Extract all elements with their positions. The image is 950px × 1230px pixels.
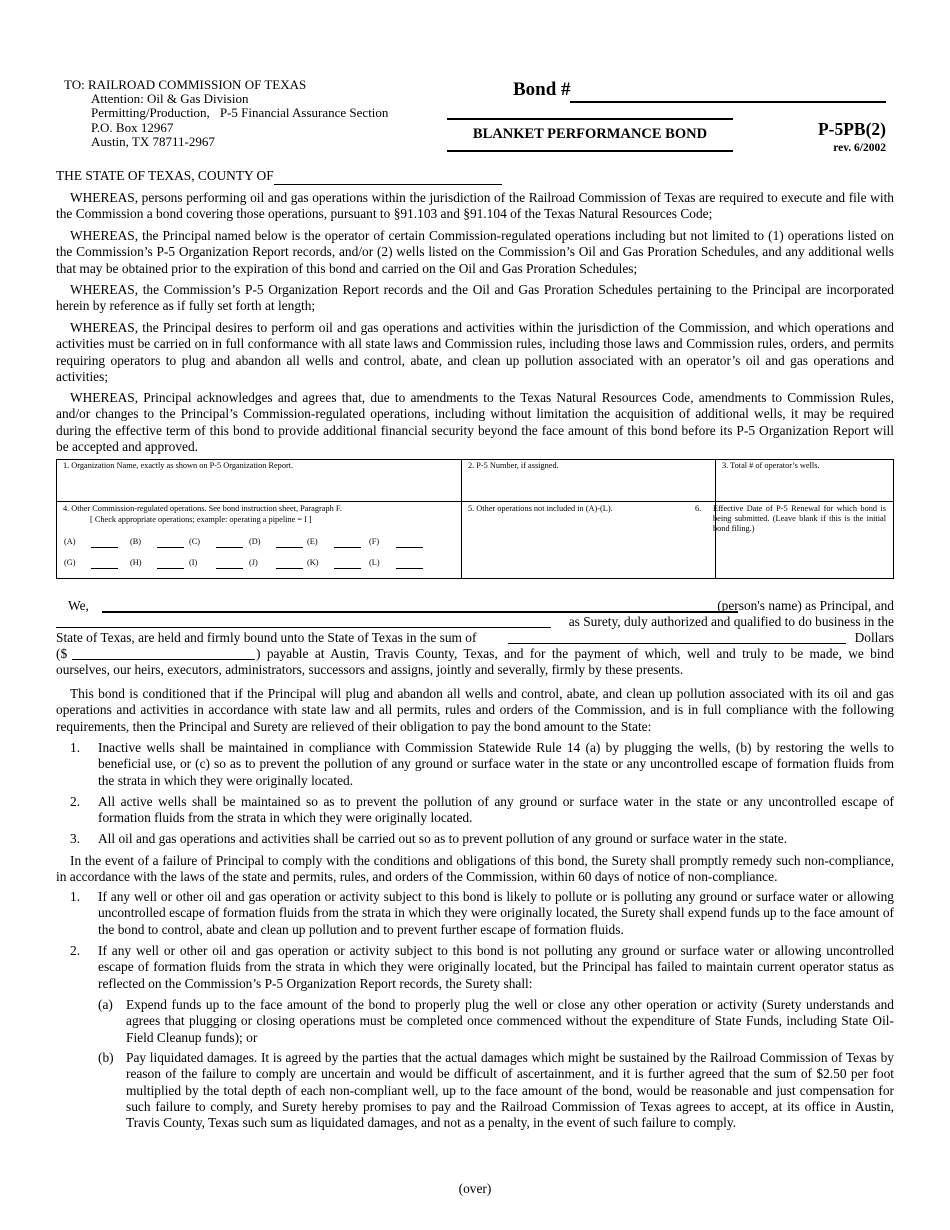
- option-label: (B): [130, 537, 142, 546]
- option-checkbox-field[interactable]: [216, 547, 243, 548]
- sub-remedy-b: (b) Pay liquidated damages. It is agreed by the parties that the actual damages which might be sustained by the Railroad Commission of Texas by reason of the failure to comply are uncertain and would be difficult of ascertainment, and it is further agreed that the sum of $2.50 per foot multiplied by the total depth of each non-compliant well, up to the face amount of the bond, would be reasonable and just compensation for such failure to comply, and Surety hereby promises to pay and the Railroad Commission of Texas agrees to accept, at its office in Austin, Travis County, Texas such sum as liquidated damages, and not as a penalty, in the event of such failure to comply.: [98, 1050, 894, 1131]
- po-box: P.O. Box 12967: [91, 119, 174, 135]
- option-label: (K): [307, 558, 319, 567]
- county-line: THE STATE OF TEXAS, COUNTY OF: [56, 168, 502, 185]
- whereas-4: WHEREAS, the Principal desires to perform oil and gas operations and activities within the jurisdiction of the Commission, and which operations and activities must be carried on in full conformance with all state laws and Commission rules, including those laws and Commission rules, orders, and permits requiring operators to plug and abandon all wells and control, abate, and clean up pollution associated with an operator’s oil and gas operations and activities;: [56, 320, 894, 384]
- field-6-number: 6.: [695, 504, 702, 513]
- option-label: (E): [307, 537, 318, 546]
- to-line: TO: RAILROAD COMMISSION OF TEXAS: [64, 77, 307, 92]
- whereas-2: WHEREAS, the Principal named below is the operator of certain Commission-regulated operations including but not limited to (1) operations listed on the Commission’s P-5 Organization Report records, and/or (2) wells listed on the Commission’s Oil and Gas Proration Schedules, and any additional wells that may be obtained prior to the expiration of this bond and carried on the Oil and Gas Proration Schedules;: [56, 228, 894, 276]
- whereas-1: WHEREAS, persons performing oil and gas operations within the jurisdiction of the Railroad Commission of Texas are required to execute and file with the Commission a bond covering those operations, pursuant to §91.103 and §91.104 of the Texas Natural Resources Code;: [56, 190, 894, 222]
- remedy-2: 2. If any well or other oil and gas operation or activity subject to this bond is not polluting any ground or surface water or allowing uncontrolled escape of formation fluids from the strata in which they were originally located, but the Principal has failed to maintain current operator status as reflected on the Commission’s P-5 Organization Report records, the Surety shall:: [70, 943, 894, 991]
- form-number: P-5PB(2): [817, 119, 886, 139]
- county-field[interactable]: [274, 168, 502, 185]
- option-checkbox-field[interactable]: [216, 568, 243, 569]
- option-checkbox-field[interactable]: [91, 568, 118, 569]
- bond-declaration: We, (person's name) as Principal, and as Surety, duly authorized and qualified to do business in the State of Texas, are held and firmly bound unto the State of Texas in the sum of Dollars ($ ) payable at Austin, Travis County, Texas, and for the payment of which, well and truly to be made, we bind ourselves, our heirs, executors, administrators, successors and assigns, jointly and severally, firmly by these presents.: [56, 598, 894, 677]
- sum-amount-field[interactable]: [72, 659, 255, 660]
- title-rule-top: [447, 118, 733, 120]
- address-block: [64, 78, 388, 149]
- field-1-organization-name[interactable]: 1. Organization Name, exactly as shown on P-5 Organization Report.: [63, 461, 294, 470]
- grid-col-divider-1: [461, 459, 462, 579]
- title-rule-bottom: [447, 150, 733, 152]
- failure-paragraph: In the event of a failure of Principal to comply with the conditions and obligations of this bond, the Surety shall promptly remedy such non-compliance, in accordance with the laws of the state and permits, rules, and orders of the Commission, within 60 days of notice of non-compliance.: [56, 853, 894, 885]
- permitting-line: Permitting/Production, P-5 Financial Assurance Section: [91, 105, 389, 121]
- option-label: (D): [249, 537, 261, 546]
- option-checkbox-field[interactable]: [157, 568, 184, 569]
- bond-number-field[interactable]: [570, 101, 886, 103]
- field-2-p5-number[interactable]: 2. P-5 Number, if assigned.: [468, 461, 559, 470]
- option-label: (H): [130, 558, 142, 567]
- requirement-1: 1. Inactive wells shall be maintained in compliance with Commission Statewide Rule 14 (a) by plugging the wells, (b) by restoring the wells to beneficial use, or (c) so as to prevent the pollution of any ground or surface water in the state or any uncontrolled escape of formation fluids from the strata in which they were originally located.: [70, 740, 894, 788]
- field-4-instructions: [ Check appropriate operations; example: operating a pipeline = I ]: [90, 515, 312, 524]
- option-checkbox-field[interactable]: [334, 547, 361, 548]
- requirement-2: 2. All active wells shall be maintained so as to prevent the pollution of any ground or surface water in the state or any uncontrolled escape of formation fluids from the strata in which they were originally located.: [70, 794, 894, 826]
- whereas-5: WHEREAS, Principal acknowledges and agrees that, due to amendments to the Texas Natural Resources Code, amendments to Commission Rules, and/or changes to the Principal’s Commission-regulated operations, including without limitation the acquisition of additional wells, it may be required during the effective term of this bond to provide additional financial security beyond the face amount of this bond before its P-5 Organization Report will be accepted and approved.: [56, 390, 894, 454]
- option-checkbox-field[interactable]: [91, 547, 118, 548]
- option-label: (A): [64, 537, 76, 546]
- option-label: (C): [189, 537, 201, 546]
- city-line: Austin, TX 78711-2967: [91, 133, 215, 149]
- whereas-3: WHEREAS, the Commission’s P-5 Organization Report records and the Oil and Gas Proration Schedules pertaining to the Principal are incorporated herein by reference as if fully set forth at length;: [56, 282, 894, 314]
- sum-words-field[interactable]: [508, 643, 846, 644]
- attention-line: Attention: Oil & Gas Division: [91, 91, 249, 107]
- bond-number-label: Bond #: [513, 79, 571, 100]
- option-checkbox-field[interactable]: [334, 568, 361, 569]
- option-label: (J): [249, 558, 258, 567]
- option-label: (L): [369, 558, 380, 567]
- option-checkbox-field[interactable]: [276, 547, 303, 548]
- option-label: (G): [64, 558, 76, 567]
- requirement-3: 3. All oil and gas operations and activities shall be carried out so as to prevent pollution of any ground or surface water in the state.: [70, 831, 788, 846]
- form-title: BLANKET PERFORMANCE BOND: [472, 126, 708, 142]
- surety-name-field[interactable]: [56, 627, 551, 628]
- option-checkbox-field[interactable]: [396, 568, 423, 569]
- option-label: (F): [369, 537, 380, 546]
- revision: rev. 6/2002: [833, 142, 886, 154]
- field-5-other-operations[interactable]: 5. Other operations not included in (A)-(L).: [468, 504, 613, 513]
- grid-row-divider: [56, 501, 894, 502]
- remedy-1: 1. If any well or other oil and gas operation or activity subject to this bond is likely to pollute or is polluting any ground or surface water or allowing uncontrolled escape of formation fluids from the strata in which they were originally located, the Surety shall expend funds up to the face amount of the bond to control, abate and clean up pollution and to prevent further escape of formation fluids.: [70, 889, 894, 937]
- option-checkbox-field[interactable]: [276, 568, 303, 569]
- principal-name-field[interactable]: [102, 611, 738, 613]
- sub-remedy-a: (a) Expend funds up to the face amount of the bond to properly plug the well or close any other operation or activity (Surety understands and agrees that plugging or closing operations must be completed once commenced without the expenditure of State Funds, including State Oil-Field Cleanup funds); or: [98, 997, 894, 1045]
- field-3-total-wells[interactable]: 3. Total # of operator’s wells.: [722, 461, 820, 470]
- conditioned-paragraph: This bond is conditioned that if the Principal will plug and abandon all wells and control, abate, and clean up pollution associated with its oil and gas operations and activities in accordance with state law and all permits, rules and orders of the Commission, and is in full compliance with the following requirements, then the Principal and Surety are relieved of their obligation to pay the bond amount to the State:: [56, 686, 894, 734]
- option-checkbox-field[interactable]: [396, 547, 423, 548]
- option-checkbox-field[interactable]: [157, 547, 184, 548]
- page-footer: (over): [458, 1181, 492, 1196]
- option-label: (I): [189, 558, 198, 567]
- field-4-other-operations: 4. Other Commission-regulated operations. See bond instruction sheet, Paragraph F.: [63, 504, 342, 513]
- field-6-effective-date[interactable]: Effective Date of P-5 Renewal for which bond is being submitted. (Leave blank if this is the initial bond filing.): [713, 504, 886, 533]
